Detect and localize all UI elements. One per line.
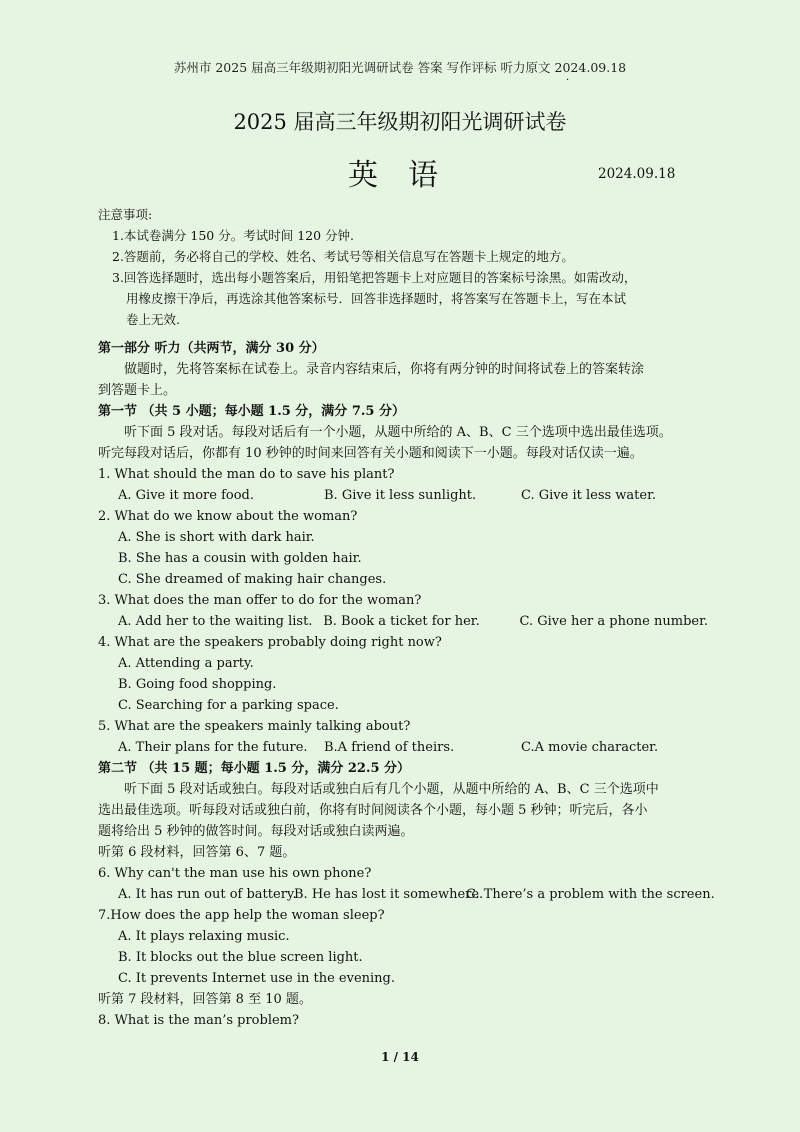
page-number: 1 / 14 [381,1050,419,1064]
question-stem: 6. Why can't the man use his own phone? [98,866,372,881]
part1-heading: 第一部分 听力（共两节，满分 30 分） [98,341,325,356]
option-b: B. Book a ticket for her. [323,614,480,629]
option-b: B. Going food shopping. [118,677,277,692]
exam-content [98,204,715,1031]
option-c: C.A movie character. [521,740,659,755]
question-stem: 2. What do we know about the woman? [98,509,358,524]
section2-intro: 选出最佳选项。听每段对话或独白前，你将有时间阅读各个小题，每小题 5 秒钟；听完后，各小 [98,803,648,818]
option-a: A. Their plans for the future. [118,740,308,755]
section1-intro: 听下面 5 段对话。每段对话后有一个小题，从题中所给的 A、B、C 三个选项中选出最佳选项。 [124,425,672,440]
options-row [98,485,708,506]
subject-title: 英语 [348,158,468,193]
notice-heading: 注意事项: [98,207,153,222]
option-c: C. Give her a phone number. [519,614,708,629]
part1-intro: 做题时，先将答案标在试卷上。录音内容结束后，你将有两分钟的时间将试卷上的答案转涂 [124,362,645,377]
material-note: 听第 7 段材料，回答第 8 至 10 题。 [98,992,312,1007]
running-head: 苏州市 2025 届高三年级期初阳光调研试卷 答案 写作评标 听力原文 2024.09.18 [173,60,627,75]
question-stem: 8. What is the man’s problem? [98,1013,299,1028]
part1-intro: 到答题卡上。 [98,383,177,398]
option-a: A. Add her to the waiting list. [118,614,313,629]
option-b: B. Give it less sunlight. [324,488,477,503]
notice-item: 用橡皮擦干净后，再选涂其他答案标号．回答非选择题时，将答案写在答题卡上，写在本试 [126,291,627,306]
dot-mark: · [566,75,570,86]
option-c: C. Give it less water. [521,488,657,503]
option-a: A. Attending a party. [118,656,254,671]
options-row [98,884,715,905]
question-stem: 5. What are the speakers mainly talking about? [98,719,411,734]
option-a: A. It plays relaxing music. [118,929,290,944]
options-row [98,611,708,632]
section2-intro: 题将给出 5 秒钟的做答时间。每段对话或独白读两遍。 [98,824,414,839]
exam-date: 2024.09.18 [598,166,676,182]
section1-heading: 第一节 （共 5 小题；每小题 1.5 分，满分 7.5 分） [98,404,405,419]
notice-item: 2.答题前，务必将自己的学校、姓名、考试号等相关信息写在答题卡上规定的地方。 [112,249,574,264]
section1-intro: 听完每段对话后，你都有 10 秒钟的时间来回答有关小题和阅读下一小题。每段对话仅读一遍。 [98,446,643,461]
option-c: C. It prevents Internet use in the evening. [118,971,396,986]
option-b: B. It blocks out the blue screen light. [118,950,363,965]
option-a: A. She is short with dark hair. [118,530,315,545]
option-c: C. There’s a problem with the screen. [466,887,715,902]
notice-item: 1.本试卷满分 150 分。考试时间 120 分钟. [112,228,355,243]
notice-item: 3.回答选择题时，选出每小题答案后，用铅笔把答题卡上对应题目的答案标号涂黑。如需改动， [112,270,637,285]
material-note: 听第 6 段材料，回答第 6、7 题。 [98,845,296,860]
notice-block [98,204,708,330]
section2-heading: 第二节 （共 15 题；每小题 1.5 分，满分 22.5 分） [98,761,411,776]
option-a: A. It has run out of battery. [118,887,297,902]
options-row [98,737,708,758]
question-stem: 3. What does the man offer to do for the woman? [98,593,422,608]
question-stem: 4. What are the speakers probably doing right now? [98,635,442,650]
option-a: A. Give it more food. [118,488,254,503]
question-stem: 1. What should the man do to save his plant? [98,467,395,482]
option-c: C. Searching for a parking space. [118,698,339,713]
option-b: B.A friend of theirs. [324,740,455,755]
option-b: B. He has lost it somewhere. [294,887,484,902]
option-c: C. She dreamed of making hair changes. [118,572,387,587]
question-stem: 7.How does the app help the woman sleep? [98,908,385,923]
notice-item: 卷上无效. [126,312,180,327]
section2-intro: 听下面 5 段对话或独白。每段对话或独白后有几个小题，从题中所给的 A、B、C 三个选项中 [124,782,659,797]
option-b: B. She has a cousin with golden hair. [118,551,362,566]
exam-title: 2025 届高三年级期初阳光调研试卷 [233,110,567,134]
